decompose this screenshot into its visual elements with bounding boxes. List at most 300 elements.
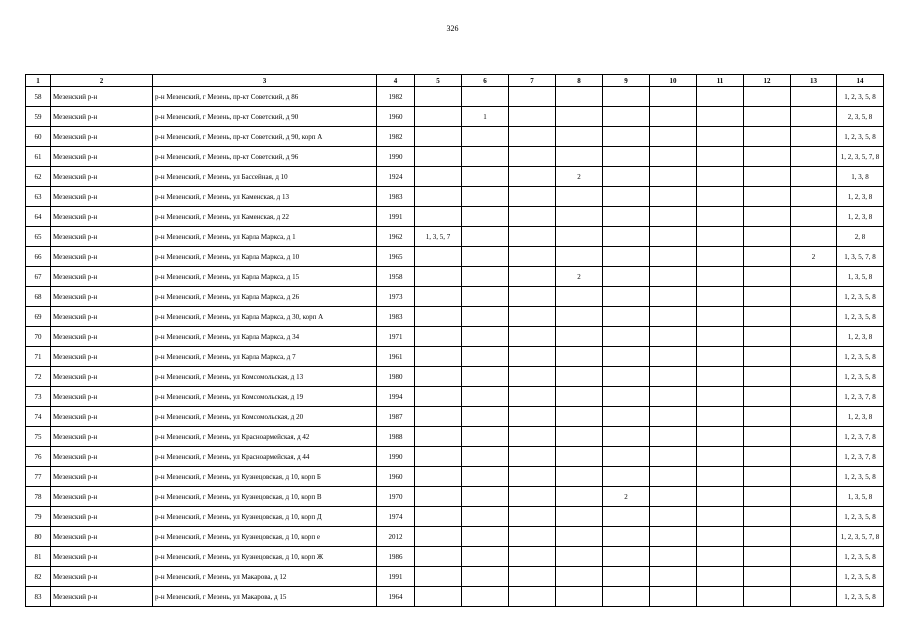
col13-cell	[791, 207, 837, 227]
col7-cell	[509, 127, 556, 147]
col12-cell	[744, 187, 791, 207]
column-header-6: 6	[462, 75, 509, 87]
col11-cell	[697, 287, 744, 307]
col8-cell	[556, 527, 603, 547]
col14-cell: 1, 2, 3, 5, 7, 8	[837, 147, 884, 167]
row-number-cell: 70	[26, 327, 51, 347]
col6-cell	[462, 127, 509, 147]
col6-cell	[462, 227, 509, 247]
address-cell: р-н Мезенский, г Мезень, ул Карла Маркса, д 10	[153, 247, 377, 267]
col14-cell: 1, 3, 5, 8	[837, 487, 884, 507]
address-cell: р-н Мезенский, г Мезень, ул Кузнецовская, д 10, корп Б	[153, 467, 377, 487]
district-cell: Мезенский р-н	[51, 307, 153, 327]
col6-cell: 1	[462, 107, 509, 127]
col7-cell	[509, 227, 556, 247]
table-row	[26, 87, 884, 107]
col11-cell	[697, 187, 744, 207]
year-cell: 1960	[377, 107, 415, 127]
col12-cell	[744, 527, 791, 547]
col10-cell	[650, 487, 697, 507]
col9-cell	[603, 527, 650, 547]
col8-cell	[556, 187, 603, 207]
col7-cell	[509, 107, 556, 127]
col6-cell	[462, 327, 509, 347]
col13-cell	[791, 227, 837, 247]
col10-cell	[650, 227, 697, 247]
col11-cell	[697, 247, 744, 267]
column-header-14: 14	[837, 75, 884, 87]
col8-cell	[556, 107, 603, 127]
col7-cell	[509, 147, 556, 167]
col14-cell: 2, 3, 5, 8	[837, 107, 884, 127]
col12-cell	[744, 127, 791, 147]
table-row	[26, 227, 884, 247]
table-row	[26, 427, 884, 447]
col12-cell	[744, 407, 791, 427]
row-number-cell: 69	[26, 307, 51, 327]
year-cell: 1988	[377, 427, 415, 447]
row-number-cell: 60	[26, 127, 51, 147]
col6-cell	[462, 567, 509, 587]
table-row	[26, 327, 884, 347]
column-header-2: 2	[51, 75, 153, 87]
housing-registry-table	[25, 74, 884, 607]
col11-cell	[697, 467, 744, 487]
year-cell: 1987	[377, 407, 415, 427]
address-cell: р-н Мезенский, г Мезень, ул Карла Маркса, д 30, корп А	[153, 307, 377, 327]
address-cell: р-н Мезенский, г Мезень, пр-кт Советский, д 96	[153, 147, 377, 167]
address-cell: р-н Мезенский, г Мезень, ул Кузнецовская, д 10, корп В	[153, 487, 377, 507]
year-cell: 1986	[377, 547, 415, 567]
col5-cell	[415, 587, 462, 607]
col6-cell	[462, 407, 509, 427]
table-row	[26, 487, 884, 507]
row-number-cell: 74	[26, 407, 51, 427]
column-header-8: 8	[556, 75, 603, 87]
col8-cell	[556, 227, 603, 247]
col11-cell	[697, 567, 744, 587]
col14-cell: 1, 2, 3, 5, 7, 8	[837, 527, 884, 547]
col7-cell	[509, 367, 556, 387]
district-cell: Мезенский р-н	[51, 227, 153, 247]
col13-cell	[791, 267, 837, 287]
col12-cell	[744, 387, 791, 407]
col10-cell	[650, 547, 697, 567]
col14-cell: 1, 2, 3, 7, 8	[837, 427, 884, 447]
col6-cell	[462, 387, 509, 407]
col12-cell	[744, 327, 791, 347]
col11-cell	[697, 407, 744, 427]
col5-cell	[415, 347, 462, 367]
col10-cell	[650, 467, 697, 487]
col10-cell	[650, 507, 697, 527]
district-cell: Мезенский р-н	[51, 347, 153, 367]
col5-cell	[415, 267, 462, 287]
col11-cell	[697, 447, 744, 467]
col5-cell	[415, 427, 462, 447]
address-cell: р-н Мезенский, г Мезень, ул Комсомольская, д 13	[153, 367, 377, 387]
address-cell: р-н Мезенский, г Мезень, ул Бассейная, д 10	[153, 167, 377, 187]
col11-cell	[697, 387, 744, 407]
district-cell: Мезенский р-н	[51, 427, 153, 447]
col10-cell	[650, 207, 697, 227]
address-cell: р-н Мезенский, г Мезень, ул Кузнецовская, д 10, корп Ж	[153, 547, 377, 567]
column-header-5: 5	[415, 75, 462, 87]
col12-cell	[744, 167, 791, 187]
col11-cell	[697, 547, 744, 567]
col12-cell	[744, 347, 791, 367]
table-row	[26, 127, 884, 147]
table-row	[26, 107, 884, 127]
col10-cell	[650, 407, 697, 427]
col14-cell: 1, 2, 3, 8	[837, 187, 884, 207]
col11-cell	[697, 207, 744, 227]
col10-cell	[650, 127, 697, 147]
col12-cell	[744, 587, 791, 607]
row-number-cell: 78	[26, 487, 51, 507]
column-header-3: 3	[153, 75, 377, 87]
col6-cell	[462, 147, 509, 167]
col9-cell	[603, 87, 650, 107]
year-cell: 1958	[377, 267, 415, 287]
col12-cell	[744, 427, 791, 447]
address-cell: р-н Мезенский, г Мезень, ул Карла Маркса, д 1	[153, 227, 377, 247]
col5-cell	[415, 487, 462, 507]
row-number-cell: 77	[26, 467, 51, 487]
page-number: 326	[446, 24, 459, 33]
address-cell: р-н Мезенский, г Мезень, ул Красноармейская, д 44	[153, 447, 377, 467]
col12-cell	[744, 267, 791, 287]
col12-cell	[744, 547, 791, 567]
col9-cell	[603, 587, 650, 607]
col13-cell	[791, 167, 837, 187]
address-cell: р-н Мезенский, г Мезень, ул Карла Маркса, д 26	[153, 287, 377, 307]
col10-cell	[650, 427, 697, 447]
col7-cell	[509, 187, 556, 207]
district-cell: Мезенский р-н	[51, 267, 153, 287]
col8-cell	[556, 347, 603, 367]
col11-cell	[697, 107, 744, 127]
address-cell: р-н Мезенский, г Мезень, пр-кт Советский, д 90, корп А	[153, 127, 377, 147]
row-number-cell: 64	[26, 207, 51, 227]
col13-cell	[791, 547, 837, 567]
col11-cell	[697, 347, 744, 367]
col13-cell	[791, 507, 837, 527]
col13-cell	[791, 527, 837, 547]
district-cell: Мезенский р-н	[51, 487, 153, 507]
col12-cell	[744, 567, 791, 587]
col10-cell	[650, 187, 697, 207]
district-cell: Мезенский р-н	[51, 287, 153, 307]
col6-cell	[462, 187, 509, 207]
column-header-1: 1	[26, 75, 51, 87]
col12-cell	[744, 87, 791, 107]
district-cell: Мезенский р-н	[51, 147, 153, 167]
col7-cell	[509, 547, 556, 567]
row-number-cell: 82	[26, 567, 51, 587]
row-number-cell: 67	[26, 267, 51, 287]
col9-cell	[603, 207, 650, 227]
address-cell: р-н Мезенский, г Мезень, ул Макарова, д 12	[153, 567, 377, 587]
col10-cell	[650, 247, 697, 267]
table-row	[26, 587, 884, 607]
district-cell: Мезенский р-н	[51, 367, 153, 387]
col8-cell	[556, 127, 603, 147]
col7-cell	[509, 167, 556, 187]
col6-cell	[462, 487, 509, 507]
col9-cell: 2	[603, 487, 650, 507]
col13-cell	[791, 187, 837, 207]
col12-cell	[744, 447, 791, 467]
district-cell: Мезенский р-н	[51, 507, 153, 527]
col5-cell	[415, 107, 462, 127]
year-cell: 1991	[377, 567, 415, 587]
district-cell: Мезенский р-н	[51, 587, 153, 607]
year-cell: 1974	[377, 507, 415, 527]
column-header-9: 9	[603, 75, 650, 87]
col14-cell: 1, 2, 3, 5, 8	[837, 347, 884, 367]
district-cell: Мезенский р-н	[51, 527, 153, 547]
col12-cell	[744, 107, 791, 127]
col5-cell	[415, 407, 462, 427]
col7-cell	[509, 307, 556, 327]
address-cell: р-н Мезенский, г Мезень, ул Кузнецовская, д 10, корп е	[153, 527, 377, 547]
table-row	[26, 447, 884, 467]
col14-cell: 1, 3, 5, 8	[837, 267, 884, 287]
column-header-row	[26, 75, 884, 87]
table-row	[26, 287, 884, 307]
address-cell: р-н Мезенский, г Мезень, ул Комсомольская, д 20	[153, 407, 377, 427]
col10-cell	[650, 267, 697, 287]
col7-cell	[509, 527, 556, 547]
district-cell: Мезенский р-н	[51, 447, 153, 467]
row-number-cell: 68	[26, 287, 51, 307]
col13-cell: 2	[791, 247, 837, 267]
row-number-cell: 79	[26, 507, 51, 527]
table-row	[26, 507, 884, 527]
col8-cell	[556, 287, 603, 307]
col8-cell	[556, 87, 603, 107]
col11-cell	[697, 427, 744, 447]
col8-cell	[556, 427, 603, 447]
year-cell: 1991	[377, 207, 415, 227]
col9-cell	[603, 507, 650, 527]
col7-cell	[509, 567, 556, 587]
col5-cell	[415, 187, 462, 207]
year-cell: 1983	[377, 187, 415, 207]
col7-cell	[509, 387, 556, 407]
col11-cell	[697, 367, 744, 387]
col5-cell	[415, 87, 462, 107]
col11-cell	[697, 507, 744, 527]
col10-cell	[650, 347, 697, 367]
col9-cell	[603, 467, 650, 487]
col7-cell	[509, 247, 556, 267]
col13-cell	[791, 327, 837, 347]
col6-cell	[462, 87, 509, 107]
table-row	[26, 387, 884, 407]
district-cell: Мезенский р-н	[51, 327, 153, 347]
year-cell: 1990	[377, 147, 415, 167]
year-cell: 1961	[377, 347, 415, 367]
column-header-4: 4	[377, 75, 415, 87]
col14-cell: 1, 2, 3, 7, 8	[837, 387, 884, 407]
col10-cell	[650, 447, 697, 467]
col6-cell	[462, 207, 509, 227]
table-row	[26, 407, 884, 427]
year-cell: 1982	[377, 127, 415, 147]
col14-cell: 1, 2, 3, 5, 8	[837, 367, 884, 387]
col6-cell	[462, 367, 509, 387]
col7-cell	[509, 487, 556, 507]
col9-cell	[603, 127, 650, 147]
table-row	[26, 307, 884, 327]
col6-cell	[462, 467, 509, 487]
col14-cell: 1, 2, 3, 5, 8	[837, 467, 884, 487]
col5-cell	[415, 207, 462, 227]
row-number-cell: 61	[26, 147, 51, 167]
address-cell: р-н Мезенский, г Мезень, ул Каменская, д 13	[153, 187, 377, 207]
col10-cell	[650, 287, 697, 307]
col8-cell	[556, 307, 603, 327]
col5-cell: 1, 3, 5, 7	[415, 227, 462, 247]
col7-cell	[509, 267, 556, 287]
year-cell: 1965	[377, 247, 415, 267]
col14-cell: 1, 2, 3, 5, 8	[837, 547, 884, 567]
col8-cell: 2	[556, 267, 603, 287]
col10-cell	[650, 587, 697, 607]
col6-cell	[462, 267, 509, 287]
col5-cell	[415, 147, 462, 167]
col9-cell	[603, 447, 650, 467]
address-cell: р-н Мезенский, г Мезень, ул Карла Маркса, д 15	[153, 267, 377, 287]
col9-cell	[603, 367, 650, 387]
table-row	[26, 267, 884, 287]
district-cell: Мезенский р-н	[51, 127, 153, 147]
col14-cell: 1, 2, 3, 8	[837, 327, 884, 347]
col8-cell	[556, 547, 603, 567]
col13-cell	[791, 287, 837, 307]
year-cell: 2012	[377, 527, 415, 547]
col8-cell	[556, 567, 603, 587]
col13-cell	[791, 487, 837, 507]
col6-cell	[462, 507, 509, 527]
year-cell: 1964	[377, 587, 415, 607]
col6-cell	[462, 547, 509, 567]
col10-cell	[650, 367, 697, 387]
col7-cell	[509, 287, 556, 307]
col10-cell	[650, 527, 697, 547]
year-cell: 1971	[377, 327, 415, 347]
column-header-11: 11	[697, 75, 744, 87]
col9-cell	[603, 287, 650, 307]
col8-cell	[556, 207, 603, 227]
col14-cell: 1, 3, 8	[837, 167, 884, 187]
district-cell: Мезенский р-н	[51, 547, 153, 567]
col11-cell	[697, 87, 744, 107]
col12-cell	[744, 367, 791, 387]
col11-cell	[697, 307, 744, 327]
row-number-cell: 73	[26, 387, 51, 407]
col5-cell	[415, 547, 462, 567]
col7-cell	[509, 87, 556, 107]
col12-cell	[744, 147, 791, 167]
row-number-cell: 80	[26, 527, 51, 547]
col9-cell	[603, 327, 650, 347]
col14-cell: 2, 8	[837, 227, 884, 247]
col9-cell	[603, 147, 650, 167]
col14-cell: 1, 2, 3, 5, 8	[837, 587, 884, 607]
row-number-cell: 71	[26, 347, 51, 367]
address-cell: р-н Мезенский, г Мезень, ул Макарова, д 15	[153, 587, 377, 607]
col14-cell: 1, 2, 3, 7, 8	[837, 447, 884, 467]
address-cell: р-н Мезенский, г Мезень, пр-кт Советский, д 86	[153, 87, 377, 107]
col12-cell	[744, 207, 791, 227]
district-cell: Мезенский р-н	[51, 187, 153, 207]
col14-cell: 1, 3, 5, 7, 8	[837, 247, 884, 267]
year-cell: 1980	[377, 367, 415, 387]
district-cell: Мезенский р-н	[51, 87, 153, 107]
table-row	[26, 187, 884, 207]
col11-cell	[697, 487, 744, 507]
col12-cell	[744, 307, 791, 327]
col10-cell	[650, 307, 697, 327]
col5-cell	[415, 367, 462, 387]
district-cell: Мезенский р-н	[51, 567, 153, 587]
col9-cell	[603, 247, 650, 267]
district-cell: Мезенский р-н	[51, 207, 153, 227]
col9-cell	[603, 407, 650, 427]
col5-cell	[415, 507, 462, 527]
col13-cell	[791, 467, 837, 487]
col8-cell	[556, 367, 603, 387]
col7-cell	[509, 507, 556, 527]
row-number-cell: 72	[26, 367, 51, 387]
col6-cell	[462, 587, 509, 607]
col9-cell	[603, 347, 650, 367]
col8-cell	[556, 247, 603, 267]
col9-cell	[603, 547, 650, 567]
col9-cell	[603, 267, 650, 287]
col5-cell	[415, 467, 462, 487]
col14-cell: 1, 2, 3, 5, 8	[837, 127, 884, 147]
col8-cell	[556, 387, 603, 407]
col11-cell	[697, 127, 744, 147]
col9-cell	[603, 387, 650, 407]
col6-cell	[462, 447, 509, 467]
col11-cell	[697, 167, 744, 187]
col7-cell	[509, 407, 556, 427]
col8-cell	[556, 487, 603, 507]
row-number-cell: 59	[26, 107, 51, 127]
table-row	[26, 527, 884, 547]
col8-cell	[556, 587, 603, 607]
col7-cell	[509, 207, 556, 227]
table-row	[26, 147, 884, 167]
year-cell: 1994	[377, 387, 415, 407]
col13-cell	[791, 407, 837, 427]
table-row	[26, 167, 884, 187]
col5-cell	[415, 567, 462, 587]
col12-cell	[744, 287, 791, 307]
col14-cell: 1, 2, 3, 8	[837, 407, 884, 427]
col5-cell	[415, 447, 462, 467]
col5-cell	[415, 527, 462, 547]
col9-cell	[603, 227, 650, 247]
col10-cell	[650, 147, 697, 167]
col10-cell	[650, 567, 697, 587]
col7-cell	[509, 447, 556, 467]
